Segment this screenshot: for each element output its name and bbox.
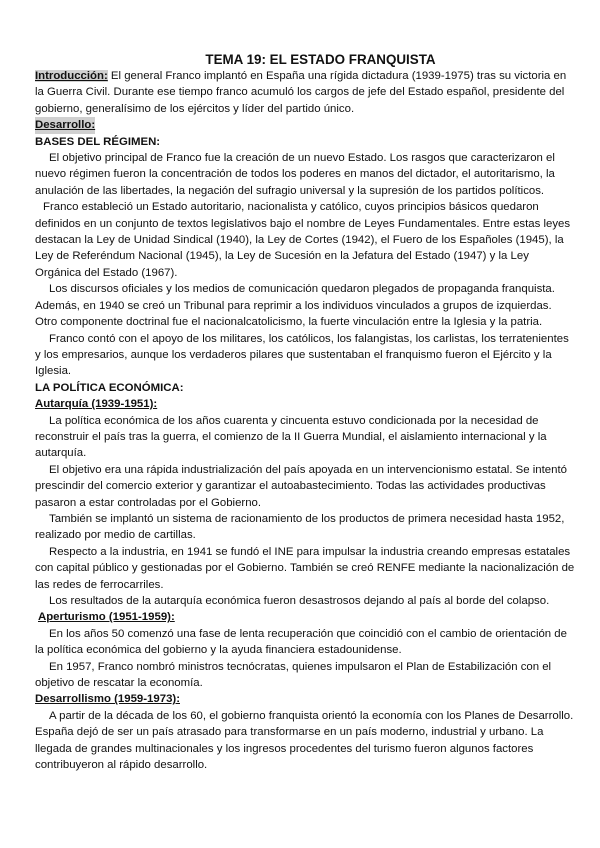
intro-label: Introducción: [35, 70, 108, 82]
desarrollo-label: Desarrollo: [35, 117, 95, 133]
autarquia-paragraph-1: La política económica de los años cuarenta y cincuenta estuvo condicionada por la necesidad de reconstruir el país tras la guerra, el comienzo de la II Guerra Mundial, el aislamiento internacional y la autarquía. [35, 414, 547, 460]
autarquia-heading: Autarquía (1939-1951): [35, 398, 158, 411]
bases-paragraph-1: El objetivo principal de Franco fue la creación de un nuevo Estado. Los rasgos que caracterizaron el nuevo régimen fueron la concentración de todos los poderes en manos del dictador, el autoritarismo, la anulación de las libertades, la negación del sufragio universal y la supresión de los partidos políticos. [35, 152, 555, 197]
aperturismo-paragraph-2: En 1957, Franco nombró ministros tecnócratas, quienes impulsaron el Plan de Estabilización con el objetivo de rescatar la economía. [35, 660, 552, 690]
intro-text: El general Franco implantó en España una rígida dictadura (1939-1975) tras su victoria en la Guerra Civil. Durante ese tiempo franco acumuló los cargos de jefe del Estado español, presidente del gobierno, generalísimo de los ejércitos y líder del partido único. [35, 70, 567, 115]
aperturismo-heading: Aperturismo (1951-1959): [38, 611, 175, 624]
autarquia-paragraph-4: Respecto a la industria, en 1941 se fundó el INE para impulsar la industria creando empresas estatales con capital público y gestionadas por el Gobierno. También se creó RENFE mediante la nacionalización de las redes de ferrocarriles. [35, 545, 575, 591]
desarrollismo-heading: Desarrollismo (1959-1973): [35, 693, 180, 706]
economia-heading: LA POLÍTICA ECONÓMICA: [35, 381, 184, 394]
autarquia-paragraph-3: También se implantó un sistema de racionamiento de los productos de primera necesidad hasta 1952, realizado por medio de cartillas. [35, 512, 565, 542]
aperturismo-paragraph-1: En los años 50 comenzó una fase de lenta recuperación que coincidió con el cambio de orientación de la política económica del gobierno y la ayuda financiera estadounidense. [35, 627, 567, 657]
desarrollismo-paragraph-1: A partir de la década de los 60, el gobierno franquista orientó la economía con los Planes de Desarrollo. España dejó de ser un país atrasado para transformarse en un país moderno, industrial y urbano. La llegada de grandes multinacionales y los ingresos procedentes del turismo fueron algunos factores contribuyeron al rápido desarrollo. [35, 709, 574, 772]
autarquia-paragraph-2: El objetivo era una rápida industrialización del país apoyada en un intervencionismo estatal. Se intentó prescindir del comercio exterior y garantizar el autoabastecimiento. Todas las actividades productivas pasaron a estar controladas por el Gobierno. [35, 463, 567, 509]
document-title: TEMA 19: EL ESTADO FRANQUISTA [205, 52, 436, 67]
bases-paragraph-2: Franco estableció un Estado autoritario, nacionalista y católico, cuyos principios básicos quedaron definidos en un conjunto de textos legislativos bajo el nombre de Leyes Fundamentales. Entre estas leyes destacan la Ley de Unidad Sindical (1940), la Ley de Cortes (1942), el Fuero de los Españoles (1945), la Ley de Referéndum Nacional (1945), la Ley de Sucesión en la Jefatura del Estado (1947) y la Ley Orgánica del Estado (1967). [35, 201, 571, 279]
intro-paragraph [35, 68, 576, 117]
autarquia-paragraph-5: Los resultados de la autarquía económica fueron desastrosos dejando al país al borde del colapso. [49, 595, 550, 607]
bases-paragraph-4: Franco contó con el apoyo de los militares, los católicos, los falangistas, los carlistas, los terratenientes y los empresarios, aunque los verdaderos pilares que sustentaban el franquismo fueron el Ejército y la Iglesia. [35, 332, 569, 378]
bases-paragraph-3: Los discursos oficiales y los medios de comunicación quedaron plegados de propaganda franquista. Además, en 1940 se creó un Tribunal para reprimir a los individuos vinculados a grupos de izquierdas. Otro componente doctrinal fue el nacionalcatolicismo, la fuerte vinculación entre la Iglesia y la patria. [35, 283, 555, 329]
bases-heading: BASES DEL RÉGIMEN: [35, 135, 161, 148]
